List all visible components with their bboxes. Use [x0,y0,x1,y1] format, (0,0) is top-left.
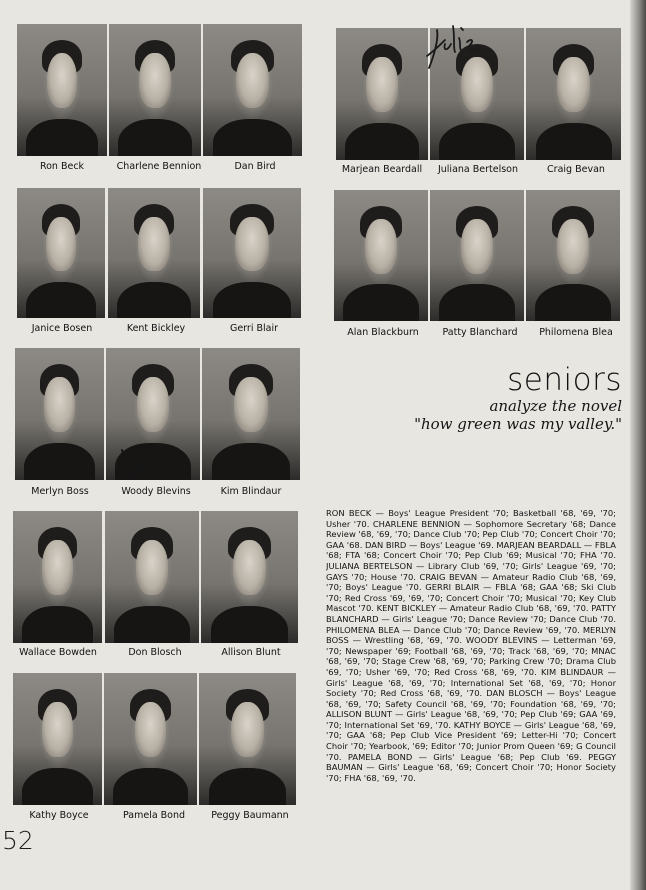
student-photo [13,673,102,805]
student-name: Philomena Blea [539,327,613,338]
student-name: Allison Blunt [221,647,281,658]
student-photo [203,188,301,318]
signature-scribble-julie [425,18,485,76]
student-name: Patty Blanchard [442,327,518,338]
section-subheading: analyze the novel [489,397,622,415]
student-photo [430,190,524,321]
student-photo [105,511,199,643]
student-photo [201,511,298,643]
student-photo [109,24,201,156]
student-name: Wallace Bowden [19,647,97,658]
student-name: Alan Blackburn [347,327,419,338]
section-subheading-quote: "how green was my valley." [414,415,622,433]
student-photo [17,188,105,318]
student-name: Marjean Beardall [341,164,423,175]
student-photo [334,190,428,321]
student-name: Kent Bickley [126,323,186,334]
student-photo [13,511,102,643]
student-photo [199,673,296,805]
senior-activities-text: RON BECK — Boys' League President '70; Basketball '68, '69, '70; Usher '70. CHARLENE BENNION — Sophomore Secretary '68; Dance Review '68, '69, '70; Dance Club '70; Pep Club '70; Concert Choir '70; GAA '68. DAN BIRD — Boys' League '69. MARJEAN BEARDALL — FBLA '68; FTA '68; Concert Choir '70; Pep Club '69; Musical '70; FHA '70. JULIANA BERTELSON — Library Club '69, '70; Girls' League '69, '70; GAYS '70; House '70. CRAIG BEVAN — Amateur Radio Club '68, '69, '70; Boys' League '70. GERRI BLAIR — FBLA '68; GAA '68; Ski Club '70; Red Cross '69, '69, '70; Concert Choir '70; Musical '70; Key Club Mascot '70. KENT BICKLEY — Amateur Radio Club '68, '69, '70. PATTY BLANCHARD — Girls' League '70; Dance Review '70; Dance Club '70. PHILOMENA BLEA — Dance Club '70; Dance Review '69, '70. MERLYN BOSS — Wrestling '68, '69, '70. WOODY BLEVINS — Letterman '69, '70; Newspaper '69; Football '68, '69, '70; Track '68, '69, '70; MNAC '68, '69, '70; Stage Crew '68, '69, '70; Parking Crew '70; Drama Club '69, '70; Usher '69, '70; Red Cross '68, '69, '70. KIM BLINDAUR — Girls' League '68, '69, '70; International Set '68, '69, '70; Honor Society '70; Red Cross '68, '69, '70. DAN BLOSCH — Boys' League '68, '69, '70; Safety Council '68, '69, '70; Foundation '68, '69, '70; ALLISON BLUNT — Girls' League '68, '69, '70; Pep Club '69; GAA '69, '70; International Set '69, '70. KATHY BOYCE — Girls' League '68, '69, '70; GAA '68; Pep Club Vice President '69; Letter-Hi '70; Concert Choir '70; Yearbook, '69; Editor '70; Junior Prom Queen '69; G Council '70. PAMELA BOND — Girls' League '68; Pep Club '69. PEGGY BAUMAN — Girls' League '68, '69; Concert Choir '70; Honor Society '70; FHA '68, '69, '70. [326,508,616,783]
student-name: Craig Bevan [547,164,605,175]
student-photo [17,24,107,156]
student-name: Juliana Bertelson [437,164,519,175]
student-name: Woody Blevins [121,486,191,497]
student-name: Pamela Bond [122,810,186,821]
page-edge [630,0,646,890]
student-photo [15,348,104,480]
student-name: Gerri Blair [229,323,279,334]
student-name: Dan Bird [234,161,276,172]
signature-scribble-woody [118,440,184,484]
section-heading: seniors [507,362,622,398]
student-name: Merlyn Boss [31,486,89,497]
student-name: Ron Beck [39,161,85,172]
student-photo [203,24,302,156]
page-number: 52 [2,826,34,855]
student-photo [104,673,197,805]
student-name: Peggy Baumann [211,810,289,821]
student-name: Janice Bosen [31,323,93,334]
student-name: Don Blosch [128,647,182,658]
student-photo [202,348,300,480]
student-photo [336,28,428,160]
student-name: Kathy Boyce [29,810,89,821]
student-photo [526,28,621,160]
student-name: Charlene Bennion [116,161,202,172]
student-photo [526,190,620,321]
student-name: Kim Blindaur [220,486,282,497]
student-photo [108,188,200,318]
